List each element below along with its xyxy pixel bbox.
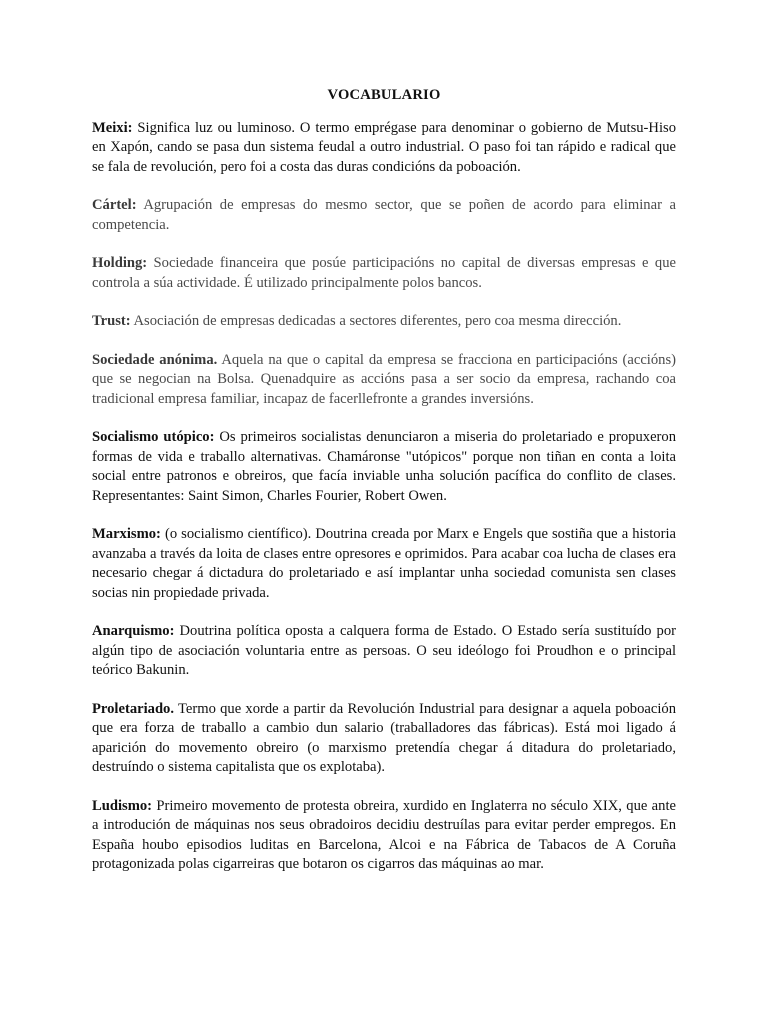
definition-text: (o socialismo científico). Doutrina creada por Marx e Engels que sostiña que a historia avanzaba a través da loita de clases entre opresores e oprimidos. Para acabar coa lucha de clases era necesario chegar á dictadura do proletariado e así implantar unha sociedad comunista sen clases socias nin propiedade privada.: [92, 526, 676, 601]
entry-holding: [92, 254, 676, 293]
entry-ludismo: [92, 797, 676, 875]
term-label: Anarquismo:: [92, 623, 175, 639]
term-label: Marxismo:: [92, 526, 161, 542]
entry-sociedade-anonima: [92, 351, 676, 410]
term-label: Sociedade anónima.: [92, 351, 218, 368]
entry-socialismo-utopico: [92, 428, 676, 506]
definition-text: Significa luz ou luminoso. O termo emprégase para denominar o gobierno de Mutsu-Hiso en Xapón, cando se pasa dun sistema feudal a outro industrial. O paso foi tan rápido e radical que se fala de revolución, pero foi a costa das duras condicións da poboación.: [92, 119, 676, 175]
document-page: [92, 86, 676, 894]
definition-text: Agrupación de empresas do mesmo sector, que se poñen de acordo para eliminar a competencia.: [92, 197, 676, 233]
term-label: Socialismo utópico:: [92, 429, 215, 445]
term-label: Ludismo:: [92, 797, 153, 814]
term-label: Cártel:: [92, 197, 137, 213]
entry-proletariado: [92, 700, 676, 778]
term-label: Proletariado.: [92, 700, 175, 717]
definition-text: Sociedade financeira que posúe participacións no capital de diversas empresas e que controla a súa actividade. É utilizado principalmente polos bancos.: [92, 255, 676, 291]
definition-text: Primeiro movemento de protesta obreira, xurdido en Inglaterra no século XIX, que ante a introdución de máquinas nos seus obradoiros decidiu destruílas para evitar perder empregos. En España houbo episodios luditas en Barcelona, Alcoi e na Fábrica de Tabacos de A Coruña protagonizada polas cigarreiras que botaron os cigarros das máquinas ao mar.: [92, 797, 676, 872]
entry-marxismo: [92, 525, 676, 603]
definition-text: Termo que xorde a partir da Revolución Industrial para designar a aquela poboación que era forza de traballo a cambio dun salario (traballadores das fábricas). Está moi ligado á aparición do movemento obreiro (o marxismo pretendía chegar á ditadura do proletariado, destruíndo o sistema capitalista que os explotaba).: [92, 700, 676, 775]
definition-text: Asociación de empresas dedicadas a sectores diferentes, pero coa mesma dirección.: [130, 313, 622, 329]
definition-text: Doutrina política oposta a calquera forma de Estado. O Estado sería sustituído por algún tipo de asociación voluntaria entre as persoas. O seu ideólogo foi Proudhon e o principal teórico Bakunin.: [92, 623, 676, 678]
definition-text: Aquela na que o capital da empresa se fracciona en participacións (accións) que se negocian na Bolsa. Quenadquire as accións pasa a ser socio da empresa, rachando coa tradicional empresa familiar, incapaz de facerllefronte a grandes inversións.: [92, 351, 676, 407]
term-label: Holding:: [92, 255, 148, 271]
document-title: VOCABULARIO: [327, 87, 441, 103]
entry-anarquismo: [92, 622, 676, 681]
entry-meixi: [92, 119, 676, 178]
term-label: Meixi:: [92, 119, 133, 136]
entry-trust: [92, 312, 676, 332]
term-label: Trust:: [92, 313, 131, 329]
definition-text: Os primeiros socialistas denunciaron a miseria do proletariado e propuxeron formas de vida e traballo alternativas. Chamáronse "utópicos" porque non tiñan en conta a loita social entre patronos e obreiros, que facía inviable unha solución pacífica do conflito de clases. Representantes: Saint Simon, Charles Fourier, Robert Owen.: [92, 429, 676, 504]
entry-cartel: [92, 196, 676, 235]
